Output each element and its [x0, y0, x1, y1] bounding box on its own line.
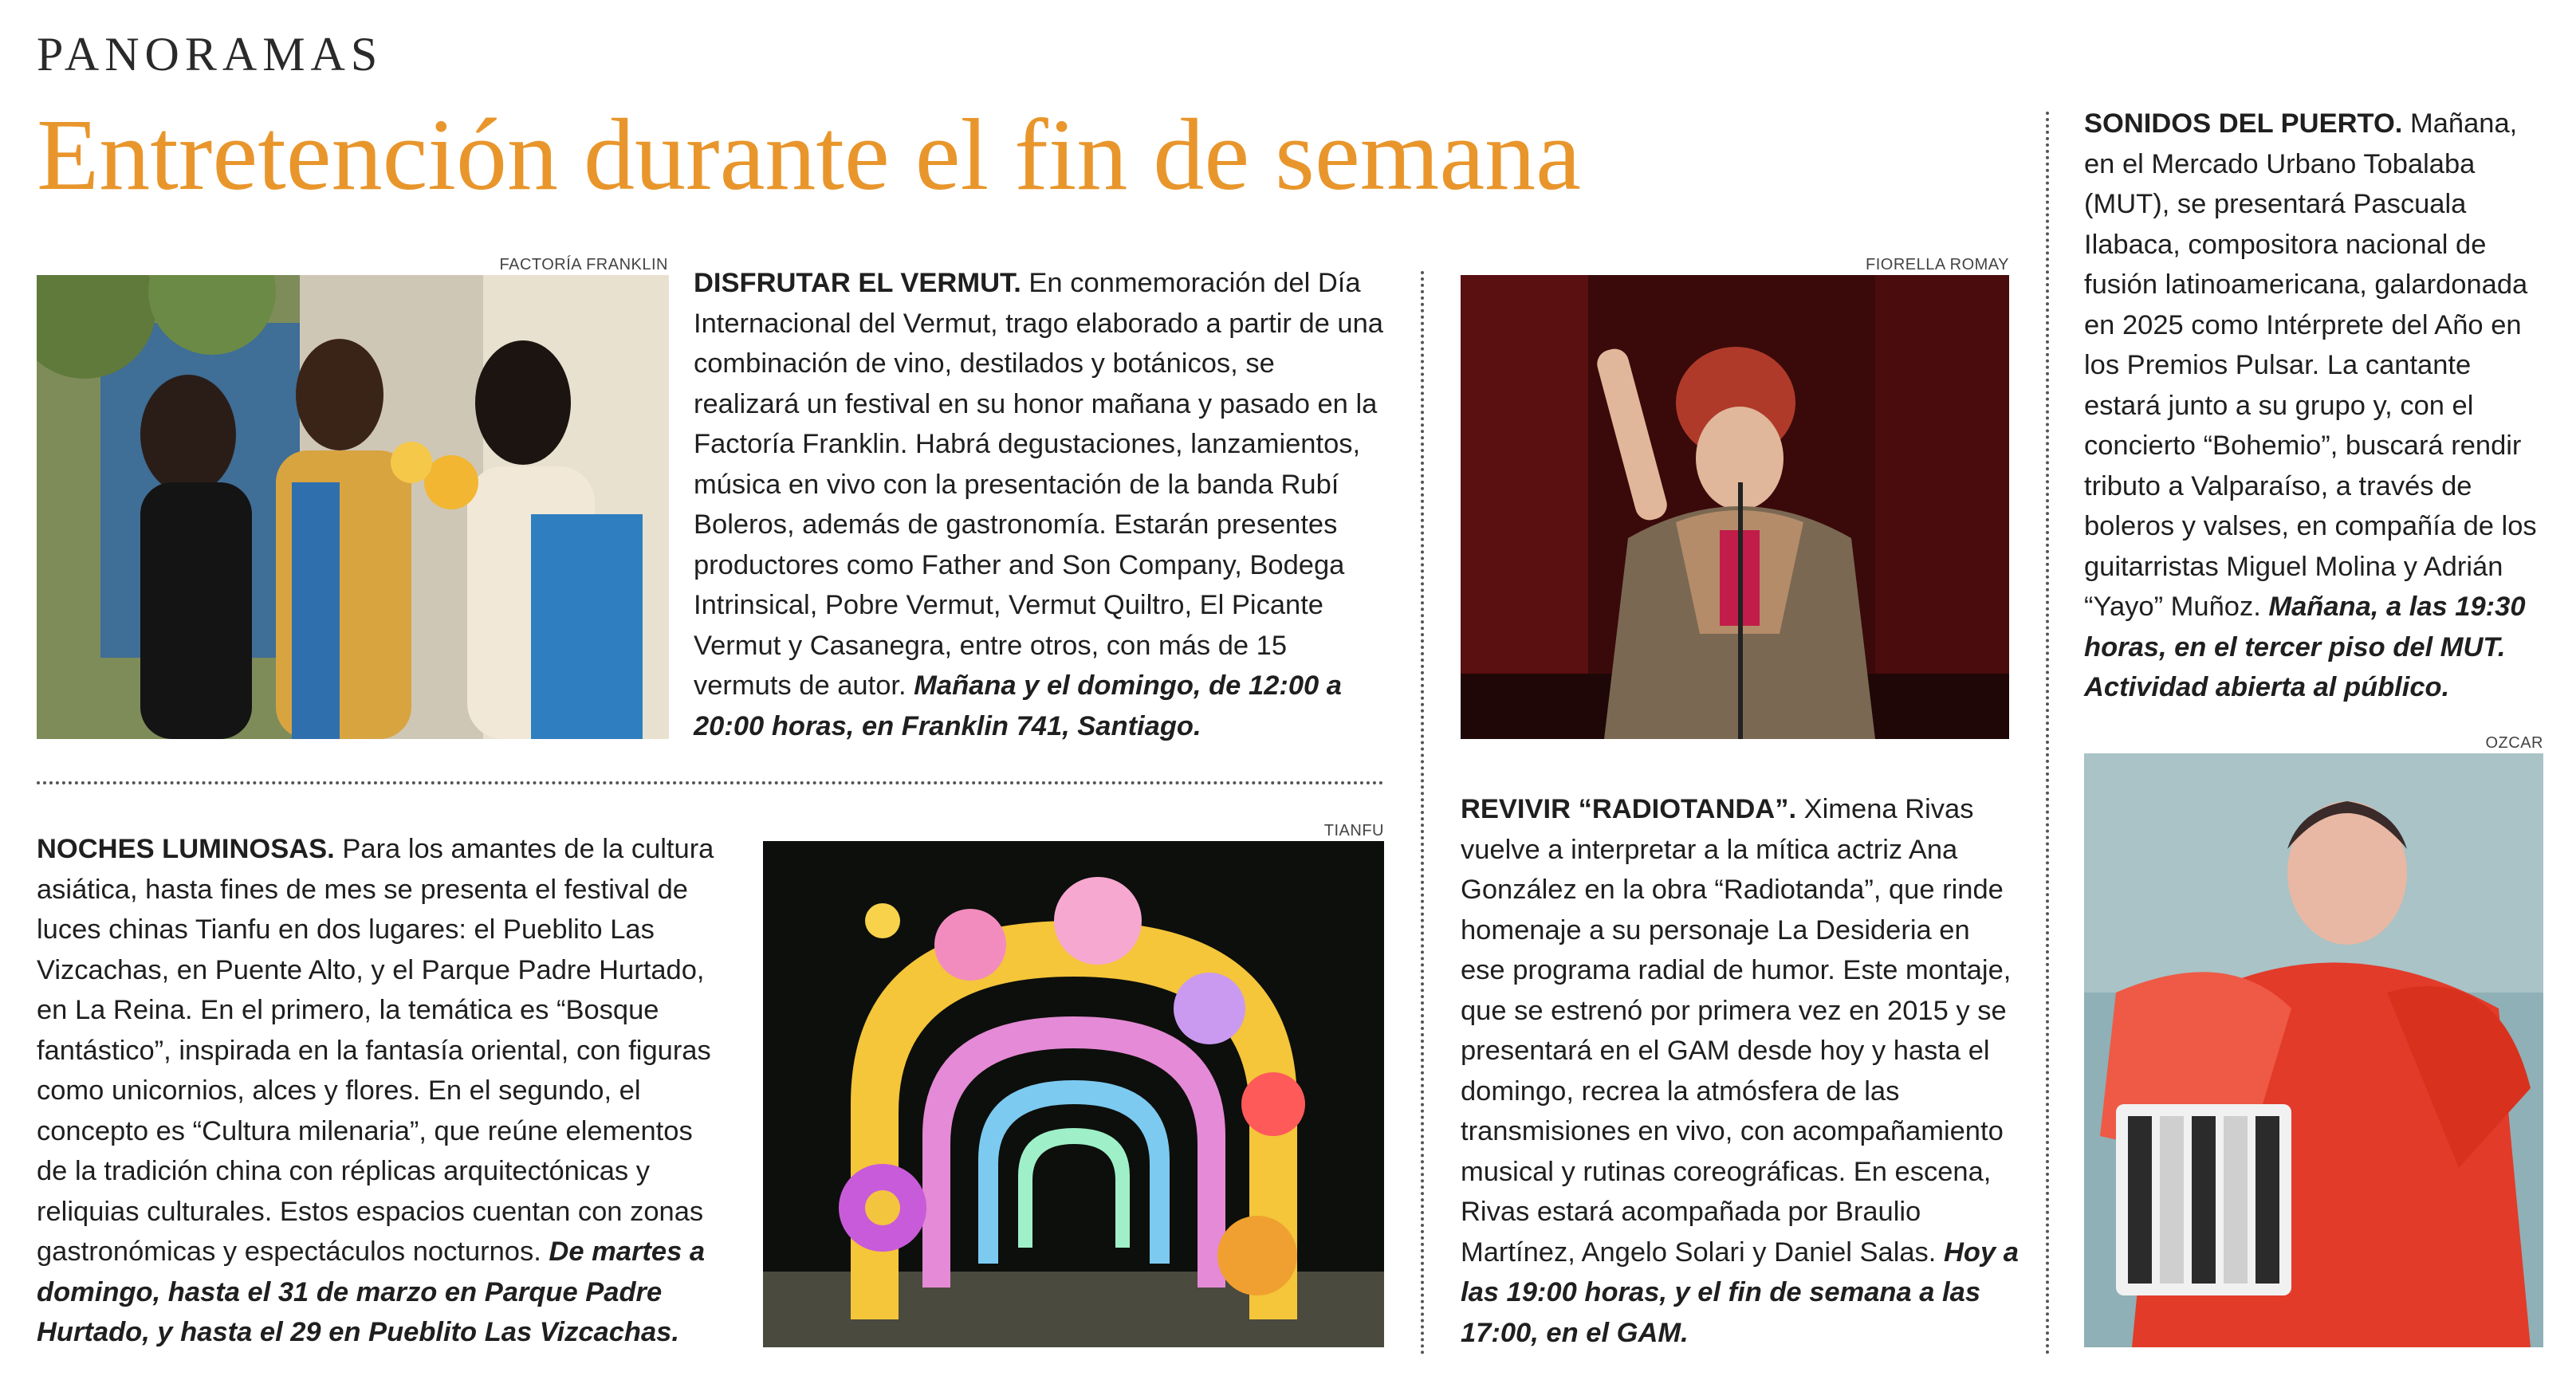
- page-headline: Entretención durante el fin de semana: [37, 98, 1581, 211]
- story-sonidos: [2084, 104, 2547, 708]
- lantern-arch-photo: [763, 841, 1384, 1347]
- story-radiotanda: [1461, 789, 2019, 1353]
- story-radiotanda-body: Ximena Rivas vuelve a interpretar a la mítica actriz Ana González en la obra “Radiotanda”, que rinde homenaje a su personaje La Desideria en ese programa radial de humor. Este montaje, que se estrenó por primera vez en 2015 y se presentará en el GAM desde hoy y hasta el domingo, recrea la atmósfera de las transmisiones en vivo, con acompañamiento musical y rutinas coreográficas. En escena, Rivas estará acompañada por Braulio Martínez, Angelo Solari y Daniel Salas.: [1461, 794, 2012, 1268]
- story-sonidos-schedule: Mañana, a las 19:30 horas, en el tercer piso del MUT. Actividad abierta al público.: [2084, 592, 2526, 702]
- photo-credit-vermut: FACTORÍA FRANKLIN: [499, 256, 668, 273]
- story-sonidos-body: Mañana, en el Mercado Urbano Tobalaba (MUT), se presentará Pascuala Ilabaca, compositora nacional de fusión latinoamericana, galardonada en 2025 como Intérprete del Año en los Premios Pulsar. La cantante estará junto a su grupo y, con el concierto “Bohemio”, buscará rendir tributo a Valparaíso, a través de boleros y valses, en compañía de los guitarristas Miguel Molina y Adrián “Yayo” Muñoz.: [2084, 108, 2537, 622]
- story-vermut: [694, 263, 1387, 746]
- story-vermut-schedule: Mañana y el domingo, de 12:00 a 20:00 horas, en Franklin 741, Santiago.: [694, 670, 1342, 741]
- story-radiotanda-schedule: Hoy a las 19:00 horas, y el fin de semana a las 17:00, en el GAM.: [1461, 1236, 2019, 1348]
- section-label: PANORAMAS: [37, 28, 383, 81]
- accordion-player-photo: [2084, 753, 2543, 1347]
- story-radiotanda-kicker: REVIVIR “RADIOTANDA”.: [1461, 794, 1797, 824]
- story-noches-schedule: De martes a domingo, hasta el 31 de marzo en Parque Padre Hurtado, y hasta el 29 en Pueblito Las Vizcachas.: [37, 1236, 706, 1347]
- story-vermut-body: En conmemoración del Día Internacional del Vermut, trago elaborado a partir de una combinación de vino, destilados y botánicos, se realizará un festival en su honor mañana y pasado en la Factoría Franklin. Habrá degustaciones, lanzamientos, música en vivo con la presentación de la banda Rubí Boleros, además de gastronomía. Estarán presentes productores como Father and Son Company, Bodega Intrinsical, Pobre Vermut, Vermut Quiltro, El Picante Vermut y Casanegra, entre otros, con más de 15 vermuts de autor.: [694, 268, 1383, 701]
- photo-credit-sonidos: OZCAR: [2485, 734, 2543, 752]
- column-divider-right: [2046, 112, 2049, 1355]
- story-noches-body: Para los amantes de la cultura asiática, hasta fines de mes se presenta el festival de luces chinas Tianfu en dos lugares: el Pueblito Las Vizcachas, en Puente Alto, y el Parque Padre Hurtado, en La Reina. En el primero, la temática es “Bosque fantástico”, inspirada en la fantasía oriental, con figuras como unicornios, alces y flores. En el segundo, el concepto es “Cultura milenaria”, que reúne elementos de la tradición china con réplicas arquitectónicas y reliquias culturales. Estos espacios cuentan con zonas gastronómicas y espectáculos nocturnos.: [37, 834, 714, 1267]
- story-noches-kicker: NOCHES LUMINOSAS.: [37, 834, 335, 864]
- photo-credit-radiotanda: FIORELLA ROMAY: [1865, 256, 2009, 273]
- story-noches: [37, 829, 722, 1353]
- row-divider-left: [37, 781, 1384, 784]
- vermut-photo: [37, 275, 669, 739]
- photo-credit-noches: TIANFU: [1323, 822, 1384, 839]
- story-sonidos-kicker: SONIDOS DEL PUERTO.: [2084, 108, 2403, 139]
- radiotanda-photo: [1461, 275, 2009, 739]
- story-vermut-kicker: DISFRUTAR EL VERMUT.: [694, 268, 1021, 298]
- column-divider-center: [1421, 271, 1424, 1355]
